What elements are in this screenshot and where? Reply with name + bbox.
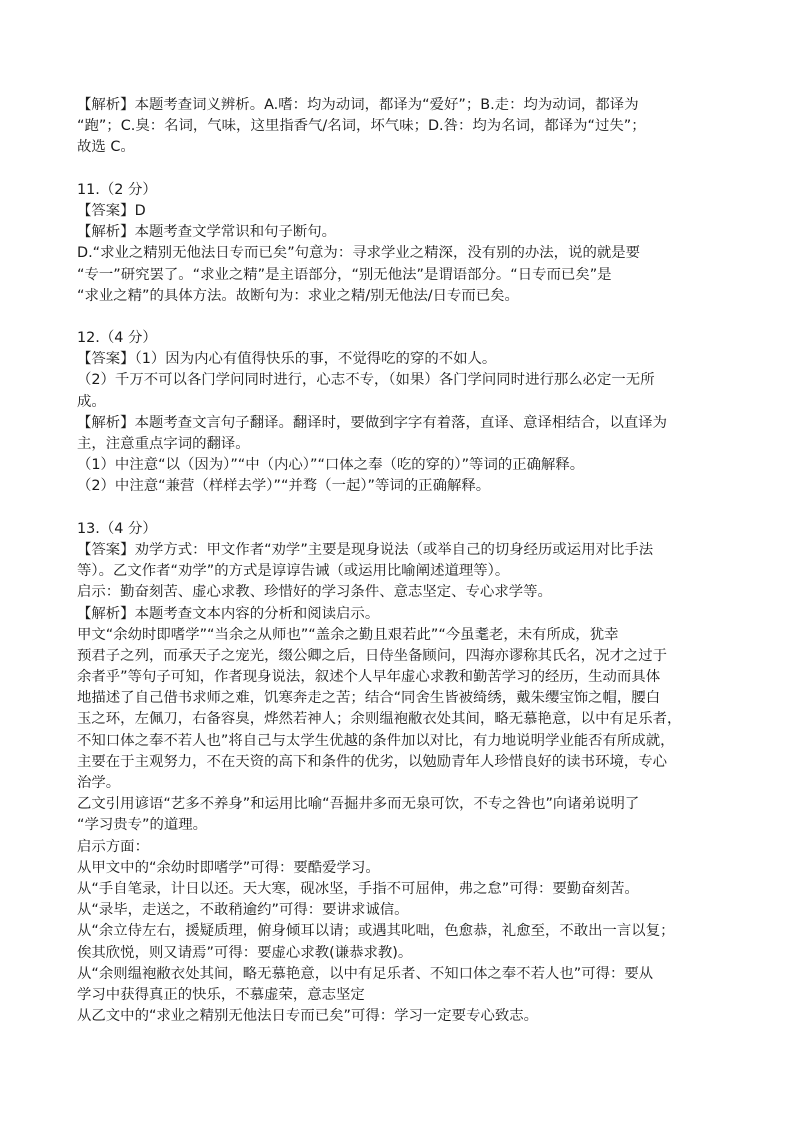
question-number: 12.（4 分） [77,330,157,347]
text-line: 从乙文中的“求业之精别无他法日专而已矣”可得：学习一定要专心致志。 [77,1008,539,1025]
text-line [77,1027,727,1048]
section-answer-13 [77,519,727,1049]
text-line: “专一”研究罢了。“求业之精”是主语部分，“别无他法”是谓语部分。“日专而已矣”是 [77,266,612,283]
answer-line: 【答案】D [77,202,146,219]
text-line: “跑”；C.臭：名词，气味，这里指香气/名词，坏气味；D.咎：均为名词，都译为“过失”； [77,118,646,135]
text-line: 主，注意重点字词的翻译。 [77,436,250,452]
text-line: “学习贵专”的道理。 [77,817,208,834]
text-line: 成。 [77,393,106,410]
analysis-line: 【解析】本题考查文学常识和句子断句。 [77,224,337,241]
answer-line: 【答案】劝学方式：甲文作者“劝学”主要是现身说法（或举自己的切身经历或运用对比手法 [77,541,654,558]
text-line: 治学。 [77,775,121,791]
text-line: 学习中获得真正的快乐，不慕虚荣，意志坚定 [77,986,365,1003]
text-line: 预君子之列，而承天子之宠光，缀公卿之后，日侍坐备顾问，四海亦谬称其氏名，况才之过于 [77,647,668,664]
text-line: D.“求业之精别无他法日专而已矣”句意为：寻求学业之精深，没有别的办法，说的就是要 [77,245,641,262]
document-page [77,95,727,1048]
paragraph-gap [77,307,727,328]
text-line: 从“余则缊袍敝衣处其间，略无慕艳意，以中有足乐者、不知口体之奉不若人也”可得：要从 [77,965,654,982]
text-line: 甲文“余幼时即嗜学”“当余之从师也”“盖余之勤且艰若此”“今虽耄老，未有所成，犹幸 [77,626,619,643]
text-line: 玉之环，左佩刀，右备容臭，烨然若神人；余则缊袍敝衣处其间，略无慕艳意，以中有足乐者， [77,711,682,728]
text-line: 俟其欣悦，则又请焉”可得：要虚心求教(谦恭求教)。 [77,944,413,961]
question-number: 11.（2 分） [77,181,157,198]
text-line: 余者乎”等句子可知，作者现身说法，叙述个人早年虚心求教和勤苦学习的经历，生动而具体 [77,669,661,686]
analysis-line: 【解析】本题考查文言句子翻译。翻译时，要做到字字有着落，直译、意译相结合，以直译为 [77,414,668,431]
text-line: （2）中注意“兼营（样样去学）”“并骛（一起）”等词的正确解释。 [77,478,491,495]
answer-line: 【答案】（1）因为内心有值得快乐的事，不觉得吃的穿的不如人。 [77,351,497,368]
text-line: 从甲文中的“余幼时即嗜学”可得：要酷爱学习。 [77,859,380,876]
text-line: 启示方面： [77,838,149,855]
text-line: （1）中注意“以（因为）”“中（内心）”“口体之奉（吃的穿的）”等词的正确解释。 [77,457,585,474]
text-line: 等）。乙文作者“劝学”的方式是谆谆告诫（或运用比喻阐述道理等）。 [77,563,510,580]
text-line: “求业之精”的具体方法。故断句为：求业之精/别无他法/日专而已矣。 [77,287,519,304]
text-line: 从“余立侍左右，援疑质理，俯身倾耳以请；或遇其叱咄，色愈恭，礼愈至，不敢出一言以复； [77,923,675,940]
text-line: 启示：勤奋刻苦、虚心求教、珍惜好的学习条件、意志坚定、专心求学等。 [77,584,552,601]
section-answer-10 [77,95,727,159]
text-line: （2）千万不可以各门学问同时进行，心志不专，（如果）各门学问同时进行那么必定一无所 [77,372,655,389]
text-line: 【解析】本题考查词义辨析。A.嗜：均为动词，都译为“爱好”；B.走：均为动词，都译为 [77,97,639,113]
text-line: 乙文引用谚语“艺多不养身”和运用比喻“吾掘井多而无泉可饮，不专之咎也”向诸弟说明了 [77,796,640,813]
text-line: 故选 C。 [77,139,135,156]
analysis-line: 【解析】本题考查文本内容的分析和阅读启示。 [77,605,380,622]
text-line: 主要在于主观努力，不在天资的高下和条件的优劣，以勉励青年人珍惜良好的读书环境，专心 [77,753,668,770]
text-line: 不知口体之奉不若人也”将自己与太学生优越的条件加以对比，有力地说明学业能否有所成就， [77,732,675,749]
text-line: 从“手自笔录，计日以还。天大寒，砚冰坚，手指不可屈伸，弗之怠”可得：要勤奋刻苦。 [77,880,639,897]
text-line: 从“录毕，走送之，不敢稍逾约”可得：要讲求诚信。 [77,902,409,919]
section-answer-12 [77,328,727,498]
section-answer-11 [77,180,727,307]
text-line: 地描述了自己借书求师之难，饥寒奔走之苦；结合“同舍生皆被绮绣，戴朱缨宝饰之帽，腰白 [77,690,661,707]
paragraph-gap [77,159,727,180]
question-number: 13.（4 分） [77,520,157,537]
paragraph-gap [77,498,727,519]
